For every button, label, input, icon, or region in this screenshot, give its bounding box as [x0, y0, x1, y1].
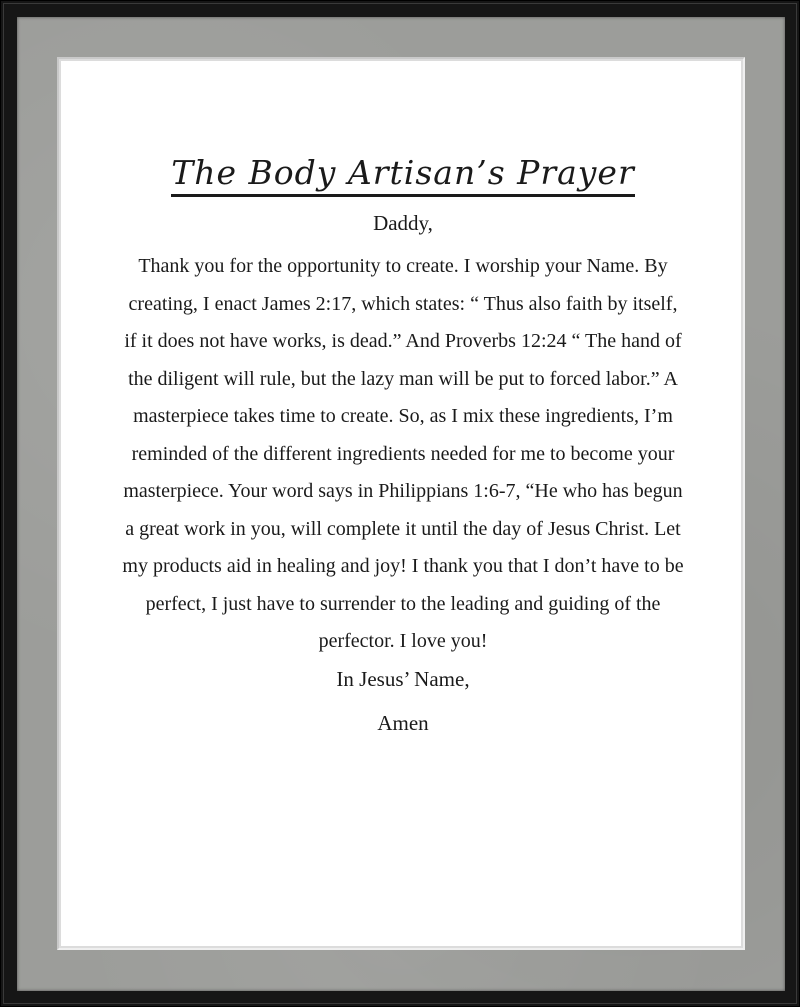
mat-bevel [57, 57, 745, 950]
prayer-content [121, 153, 685, 737]
prayer-document [61, 61, 741, 946]
mat-board [17, 17, 785, 991]
closing-line: In Jesus’ Name, [336, 666, 470, 691]
document-title: The Body Artisan’s Prayer [171, 153, 634, 197]
salutation: Daddy, [373, 211, 433, 235]
prayer-body: Thank you for the opportunity to create. I worship your Name. By creating, I enact James 2:17, which states: “ Thus also faith by itself, if it does not have works, is dead.” And Proverbs 12:24 “ The hand of the diligent will rule, but the lazy man will be put to forced labor.” A masterpiece takes time to create. So, as I mix these ingredients, I’m reminded of the different ingredients needed for me to become your masterpiece. Your word says in Philippians 1:6-7, “He who has begun a great work in you, will complete it until the day of Jesus Christ. Let my products aid in healing and joy! I thank you that I don’t have to be perfect, I just have to surrender to the leading and guiding of the perfector. I love you! [122, 255, 684, 652]
signoff: Amen [377, 710, 429, 735]
